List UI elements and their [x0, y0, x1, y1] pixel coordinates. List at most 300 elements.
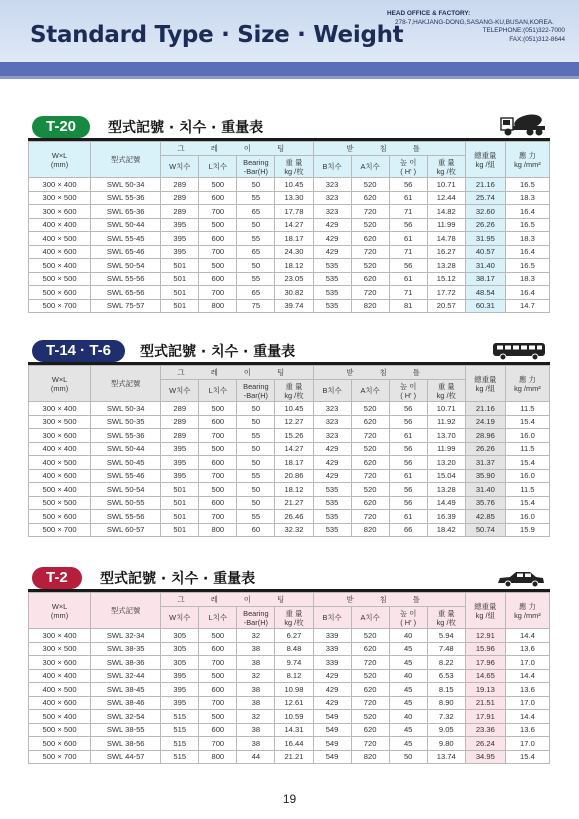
- stress-cell: 15.9: [505, 523, 549, 537]
- a-cell: 820: [351, 750, 389, 764]
- w-cell: 501: [161, 483, 199, 497]
- l-cell: 700: [199, 469, 237, 483]
- a-cell: 620: [351, 683, 389, 697]
- stress-cell: 16.5: [505, 218, 549, 232]
- size-cell: 300 × 500: [29, 191, 91, 205]
- w-cell: 395: [161, 218, 199, 232]
- height-cell: 56: [389, 259, 427, 273]
- frame-weight-cell: 12.44: [427, 191, 465, 205]
- table-row: [29, 656, 550, 670]
- size-cell: 300 × 400: [29, 402, 91, 416]
- frame-weight-cell: 8.22: [427, 656, 465, 670]
- col-total: 總重量 kg /組: [465, 366, 505, 402]
- model-cell: SWL 55-56: [91, 510, 161, 524]
- a-cell: 620: [351, 191, 389, 205]
- height-cell: 40: [389, 629, 427, 643]
- frame-weight-cell: 13.70: [427, 429, 465, 443]
- section-heading: [28, 564, 550, 592]
- w-cell: 395: [161, 232, 199, 246]
- b-cell: 429: [313, 218, 351, 232]
- a-cell: 620: [351, 272, 389, 286]
- height-cell: 61: [389, 510, 427, 524]
- bus-icon: [492, 341, 546, 361]
- w-cell: 395: [161, 469, 199, 483]
- b-cell: 535: [313, 286, 351, 300]
- size-cell: 300 × 400: [29, 178, 91, 192]
- table-row: [29, 737, 550, 751]
- frame-weight-cell: 14.82: [427, 205, 465, 219]
- a-cell: 620: [351, 456, 389, 470]
- size-cell: 400 × 400: [29, 442, 91, 456]
- table-row: [29, 510, 550, 524]
- b-cell: 535: [313, 259, 351, 273]
- height-cell: 56: [389, 178, 427, 192]
- l-cell: 800: [199, 523, 237, 537]
- table-row: [29, 259, 550, 273]
- height-cell: 45: [389, 642, 427, 656]
- table-row: [29, 683, 550, 697]
- w-cell: 515: [161, 737, 199, 751]
- l-cell: 800: [199, 750, 237, 764]
- total-weight-cell: 21.51: [465, 696, 505, 710]
- l-cell: 600: [199, 191, 237, 205]
- total-weight-cell: 40.57: [465, 245, 505, 259]
- height-cell: 56: [389, 402, 427, 416]
- w-cell: 501: [161, 523, 199, 537]
- table-row: [29, 415, 550, 429]
- total-weight-cell: 14.65: [465, 669, 505, 683]
- frame-weight-cell: 11.99: [427, 218, 465, 232]
- size-cell: 400 × 500: [29, 683, 91, 697]
- section-t14-t6: [28, 337, 550, 537]
- stress-cell: 18.3: [505, 272, 549, 286]
- stress-cell: 17.0: [505, 737, 549, 751]
- col-wl: W×L (mm): [29, 366, 91, 402]
- bearing-cell: 32: [237, 710, 275, 724]
- a-cell: 620: [351, 723, 389, 737]
- total-weight-cell: 31.95: [465, 232, 505, 246]
- l-cell: 700: [199, 510, 237, 524]
- size-cell: 400 × 600: [29, 696, 91, 710]
- size-cell: 300 × 400: [29, 629, 91, 643]
- col-w: W치수: [161, 380, 199, 402]
- height-cell: 81: [389, 299, 427, 313]
- b-cell: 535: [313, 510, 351, 524]
- weight-cell: 18.17: [275, 456, 313, 470]
- frame-weight-cell: 9.05: [427, 723, 465, 737]
- height-cell: 56: [389, 442, 427, 456]
- a-cell: 820: [351, 299, 389, 313]
- w-cell: 305: [161, 656, 199, 670]
- weight-cell: 20.86: [275, 469, 313, 483]
- table-row: [29, 669, 550, 683]
- w-cell: 501: [161, 299, 199, 313]
- table-row: [29, 710, 550, 724]
- stress-cell: 11.5: [505, 442, 549, 456]
- table-row: [29, 272, 550, 286]
- b-cell: 339: [313, 656, 351, 670]
- l-cell: 500: [199, 259, 237, 273]
- model-cell: SWL 38-35: [91, 642, 161, 656]
- l-cell: 500: [199, 629, 237, 643]
- b-cell: 339: [313, 642, 351, 656]
- section-badge: T-2: [32, 567, 82, 589]
- b-cell: 535: [313, 496, 351, 510]
- total-weight-cell: 19.13: [465, 683, 505, 697]
- l-cell: 600: [199, 415, 237, 429]
- col-bearing: Bearing -Bar(H): [237, 380, 275, 402]
- col-height: 높 이 ( H' ): [389, 156, 427, 178]
- model-cell: SWL 55-36: [91, 429, 161, 443]
- frame-weight-cell: 16.39: [427, 510, 465, 524]
- bearing-cell: 55: [237, 272, 275, 286]
- total-weight-cell: 31.40: [465, 483, 505, 497]
- size-cell: 500 × 500: [29, 723, 91, 737]
- height-cell: 45: [389, 656, 427, 670]
- a-cell: 720: [351, 205, 389, 219]
- weight-cell: 18.17: [275, 232, 313, 246]
- l-cell: 500: [199, 178, 237, 192]
- company-info: [365, 10, 565, 44]
- table-row: [29, 642, 550, 656]
- a-cell: 520: [351, 483, 389, 497]
- a-cell: 620: [351, 415, 389, 429]
- bearing-cell: 55: [237, 232, 275, 246]
- w-cell: 395: [161, 669, 199, 683]
- frame-weight-cell: 13.28: [427, 259, 465, 273]
- w-cell: 501: [161, 272, 199, 286]
- height-cell: 71: [389, 286, 427, 300]
- bearing-cell: 60: [237, 523, 275, 537]
- col-weight: 重 量 kg /枚: [275, 156, 313, 178]
- weight-cell: 30.82: [275, 286, 313, 300]
- weight-cell: 21.21: [275, 750, 313, 764]
- weight-cell: 18.12: [275, 259, 313, 273]
- total-weight-cell: 31.40: [465, 259, 505, 273]
- section-title: 型式記號 · 치수 · 重量表: [140, 344, 296, 360]
- a-cell: 720: [351, 737, 389, 751]
- b-cell: 429: [313, 232, 351, 246]
- car-icon: [496, 570, 546, 588]
- frame-weight-cell: 10.71: [427, 178, 465, 192]
- table-row: [29, 245, 550, 259]
- size-cell: 300 × 500: [29, 642, 91, 656]
- table-row: [29, 232, 550, 246]
- company-line-2: 278-7,HAKJANG-DONG,SASANG-KU,BUSAN,KOREA.: [395, 18, 554, 26]
- total-weight-cell: 35.76: [465, 496, 505, 510]
- b-cell: 323: [313, 429, 351, 443]
- stress-cell: 16.5: [505, 178, 549, 192]
- l-cell: 600: [199, 723, 237, 737]
- w-cell: 501: [161, 496, 199, 510]
- table-row: [29, 750, 550, 764]
- model-cell: SWL 55-36: [91, 191, 161, 205]
- model-cell: SWL 50-44: [91, 442, 161, 456]
- col-wl: W×L (mm): [29, 142, 91, 178]
- frame-weight-cell: 13.28: [427, 483, 465, 497]
- model-cell: SWL 38-36: [91, 656, 161, 670]
- frame-weight-cell: 7.48: [427, 642, 465, 656]
- col-l: L치수: [199, 380, 237, 402]
- col-a: A치수: [351, 607, 389, 629]
- b-cell: 429: [313, 683, 351, 697]
- size-cell: 400 × 500: [29, 232, 91, 246]
- b-cell: 339: [313, 629, 351, 643]
- col-w: W치수: [161, 156, 199, 178]
- size-cell: 500 × 400: [29, 483, 91, 497]
- height-cell: 50: [389, 750, 427, 764]
- bearing-cell: 55: [237, 510, 275, 524]
- frame-weight-cell: 5.94: [427, 629, 465, 643]
- col-l: L치수: [199, 156, 237, 178]
- w-cell: 289: [161, 191, 199, 205]
- weight-cell: 12.61: [275, 696, 313, 710]
- b-cell: 535: [313, 483, 351, 497]
- stress-cell: 16.4: [505, 286, 549, 300]
- a-cell: 520: [351, 259, 389, 273]
- w-cell: 289: [161, 178, 199, 192]
- table-row: [29, 205, 550, 219]
- spec-table-t20: [28, 141, 550, 313]
- l-cell: 700: [199, 696, 237, 710]
- bearing-cell: 38: [237, 696, 275, 710]
- a-cell: 520: [351, 669, 389, 683]
- w-cell: 501: [161, 259, 199, 273]
- stress-cell: 13.6: [505, 723, 549, 737]
- stress-cell: 15.4: [505, 750, 549, 764]
- weight-cell: 18.12: [275, 483, 313, 497]
- weight-cell: 8.12: [275, 669, 313, 683]
- col-frame: 받 침 틀: [313, 593, 465, 607]
- col-grating: 그 레 이 팅: [161, 142, 313, 156]
- model-cell: SWL 32-44: [91, 669, 161, 683]
- mixer-truck-icon: [500, 113, 546, 137]
- company-fax: FAX:(051)312-8644: [509, 35, 565, 43]
- stress-cell: 15.4: [505, 456, 549, 470]
- a-cell: 620: [351, 642, 389, 656]
- model-cell: SWL 50-35: [91, 415, 161, 429]
- b-cell: 323: [313, 205, 351, 219]
- w-cell: 515: [161, 710, 199, 724]
- weight-cell: 14.27: [275, 442, 313, 456]
- table-row: [29, 496, 550, 510]
- stress-cell: 16.4: [505, 245, 549, 259]
- total-weight-cell: 12.91: [465, 629, 505, 643]
- w-cell: 289: [161, 429, 199, 443]
- stress-cell: 14.4: [505, 669, 549, 683]
- total-weight-cell: 26.24: [465, 737, 505, 751]
- stress-cell: 18.3: [505, 191, 549, 205]
- model-cell: SWL 38-46: [91, 696, 161, 710]
- height-cell: 45: [389, 696, 427, 710]
- b-cell: 323: [313, 415, 351, 429]
- frame-weight-cell: 17.72: [427, 286, 465, 300]
- l-cell: 800: [199, 299, 237, 313]
- l-cell: 500: [199, 483, 237, 497]
- stress-cell: 14.4: [505, 710, 549, 724]
- page-header: [0, 0, 579, 62]
- col-bearing: Bearing -Bar(H): [237, 607, 275, 629]
- size-cell: 500 × 400: [29, 259, 91, 273]
- total-weight-cell: 42.85: [465, 510, 505, 524]
- stress-cell: 11.5: [505, 402, 549, 416]
- stress-cell: 17.0: [505, 656, 549, 670]
- weight-cell: 14.27: [275, 218, 313, 232]
- l-cell: 500: [199, 218, 237, 232]
- w-cell: 395: [161, 683, 199, 697]
- b-cell: 549: [313, 737, 351, 751]
- col-frame: 받 침 틀: [313, 142, 465, 156]
- a-cell: 520: [351, 218, 389, 232]
- spec-table-t14-t6: [28, 365, 550, 537]
- col-total: 總重量 kg /組: [465, 593, 505, 629]
- stress-cell: 16.0: [505, 510, 549, 524]
- a-cell: 620: [351, 496, 389, 510]
- model-cell: SWL 60-57: [91, 523, 161, 537]
- l-cell: 600: [199, 642, 237, 656]
- model-cell: SWL 75-57: [91, 299, 161, 313]
- w-cell: 305: [161, 629, 199, 643]
- stress-cell: 16.0: [505, 469, 549, 483]
- height-cell: 61: [389, 429, 427, 443]
- model-cell: SWL 44-57: [91, 750, 161, 764]
- table-row: [29, 218, 550, 232]
- total-weight-cell: 25.74: [465, 191, 505, 205]
- weight-cell: 8.48: [275, 642, 313, 656]
- bearing-cell: 38: [237, 642, 275, 656]
- section-rule: [28, 589, 550, 592]
- size-cell: 300 × 500: [29, 415, 91, 429]
- col-bearing: Bearing -Bar(H): [237, 156, 275, 178]
- total-weight-cell: 24.19: [465, 415, 505, 429]
- height-cell: 71: [389, 245, 427, 259]
- section-t20: [28, 113, 550, 313]
- model-cell: SWL 55-56: [91, 272, 161, 286]
- weight-cell: 21.27: [275, 496, 313, 510]
- total-weight-cell: 26.26: [465, 442, 505, 456]
- size-cell: 300 × 600: [29, 429, 91, 443]
- bearing-cell: 38: [237, 723, 275, 737]
- height-cell: 56: [389, 218, 427, 232]
- col-b: B치수: [313, 607, 351, 629]
- weight-cell: 9.74: [275, 656, 313, 670]
- bearing-cell: 50: [237, 178, 275, 192]
- col-height: 높 이 ( H' ): [389, 380, 427, 402]
- total-weight-cell: 21.16: [465, 402, 505, 416]
- l-cell: 500: [199, 669, 237, 683]
- weight-cell: 10.45: [275, 178, 313, 192]
- model-cell: SWL 50-44: [91, 218, 161, 232]
- table-row: [29, 299, 550, 313]
- l-cell: 500: [199, 442, 237, 456]
- table-row: [29, 402, 550, 416]
- bearing-cell: 50: [237, 402, 275, 416]
- size-cell: 300 × 600: [29, 656, 91, 670]
- col-a: A치수: [351, 156, 389, 178]
- height-cell: 61: [389, 191, 427, 205]
- weight-cell: 15.26: [275, 429, 313, 443]
- weight-cell: 6.27: [275, 629, 313, 643]
- a-cell: 620: [351, 232, 389, 246]
- section-badge: T-14 · T-6: [32, 340, 125, 362]
- weight-cell: 24.30: [275, 245, 313, 259]
- page-number: 19: [282, 792, 297, 806]
- table-row: [29, 456, 550, 470]
- size-cell: 500 × 700: [29, 750, 91, 764]
- col-weight: 重 量 kg /枚: [275, 380, 313, 402]
- stress-cell: 11.5: [505, 483, 549, 497]
- size-cell: 400 × 500: [29, 456, 91, 470]
- weight-cell: 12.27: [275, 415, 313, 429]
- l-cell: 600: [199, 683, 237, 697]
- bearing-cell: 65: [237, 205, 275, 219]
- col-frame-weight: 重 量 kg /枚: [427, 380, 465, 402]
- b-cell: 429: [313, 669, 351, 683]
- bearing-cell: 38: [237, 683, 275, 697]
- w-cell: 395: [161, 696, 199, 710]
- section-rule: [28, 138, 550, 141]
- table-row: [29, 191, 550, 205]
- total-weight-cell: 32.60: [465, 205, 505, 219]
- total-weight-cell: 31.37: [465, 456, 505, 470]
- bearing-cell: 38: [237, 656, 275, 670]
- bearing-cell: 32: [237, 669, 275, 683]
- model-cell: SWL 50-55: [91, 496, 161, 510]
- spec-table-t2: [28, 592, 550, 764]
- total-weight-cell: 35.90: [465, 469, 505, 483]
- w-cell: 289: [161, 415, 199, 429]
- header-stripe-light: [0, 76, 579, 79]
- model-cell: SWL 38-56: [91, 737, 161, 751]
- total-weight-cell: 23.36: [465, 723, 505, 737]
- total-weight-cell: 60.31: [465, 299, 505, 313]
- frame-weight-cell: 15.04: [427, 469, 465, 483]
- frame-weight-cell: 14.78: [427, 232, 465, 246]
- frame-weight-cell: 11.92: [427, 415, 465, 429]
- height-cell: 71: [389, 205, 427, 219]
- size-cell: 500 × 600: [29, 510, 91, 524]
- b-cell: 429: [313, 456, 351, 470]
- col-a: A치수: [351, 380, 389, 402]
- height-cell: 45: [389, 723, 427, 737]
- col-stress: 應 力 kg /mm²: [505, 593, 549, 629]
- table-row: [29, 429, 550, 443]
- b-cell: 429: [313, 245, 351, 259]
- model-cell: SWL 65-36: [91, 205, 161, 219]
- a-cell: 720: [351, 429, 389, 443]
- b-cell: 323: [313, 402, 351, 416]
- col-model: 型式記號: [91, 593, 161, 629]
- total-weight-cell: 28.96: [465, 429, 505, 443]
- col-b: B치수: [313, 156, 351, 178]
- col-frame-weight: 重 量 kg /枚: [427, 156, 465, 178]
- bearing-cell: 55: [237, 469, 275, 483]
- page-title: Standard Type · Size · Weight: [30, 22, 404, 48]
- size-cell: 500 × 500: [29, 272, 91, 286]
- header-stripe: [0, 62, 579, 76]
- weight-cell: 39.74: [275, 299, 313, 313]
- w-cell: 289: [161, 402, 199, 416]
- frame-weight-cell: 14.49: [427, 496, 465, 510]
- a-cell: 720: [351, 469, 389, 483]
- stress-cell: 16.5: [505, 259, 549, 273]
- a-cell: 820: [351, 523, 389, 537]
- height-cell: 45: [389, 737, 427, 751]
- col-model: 型式記號: [91, 142, 161, 178]
- col-wl: W×L (mm): [29, 593, 91, 629]
- model-cell: SWL 55-45: [91, 232, 161, 246]
- model-cell: SWL 65-56: [91, 286, 161, 300]
